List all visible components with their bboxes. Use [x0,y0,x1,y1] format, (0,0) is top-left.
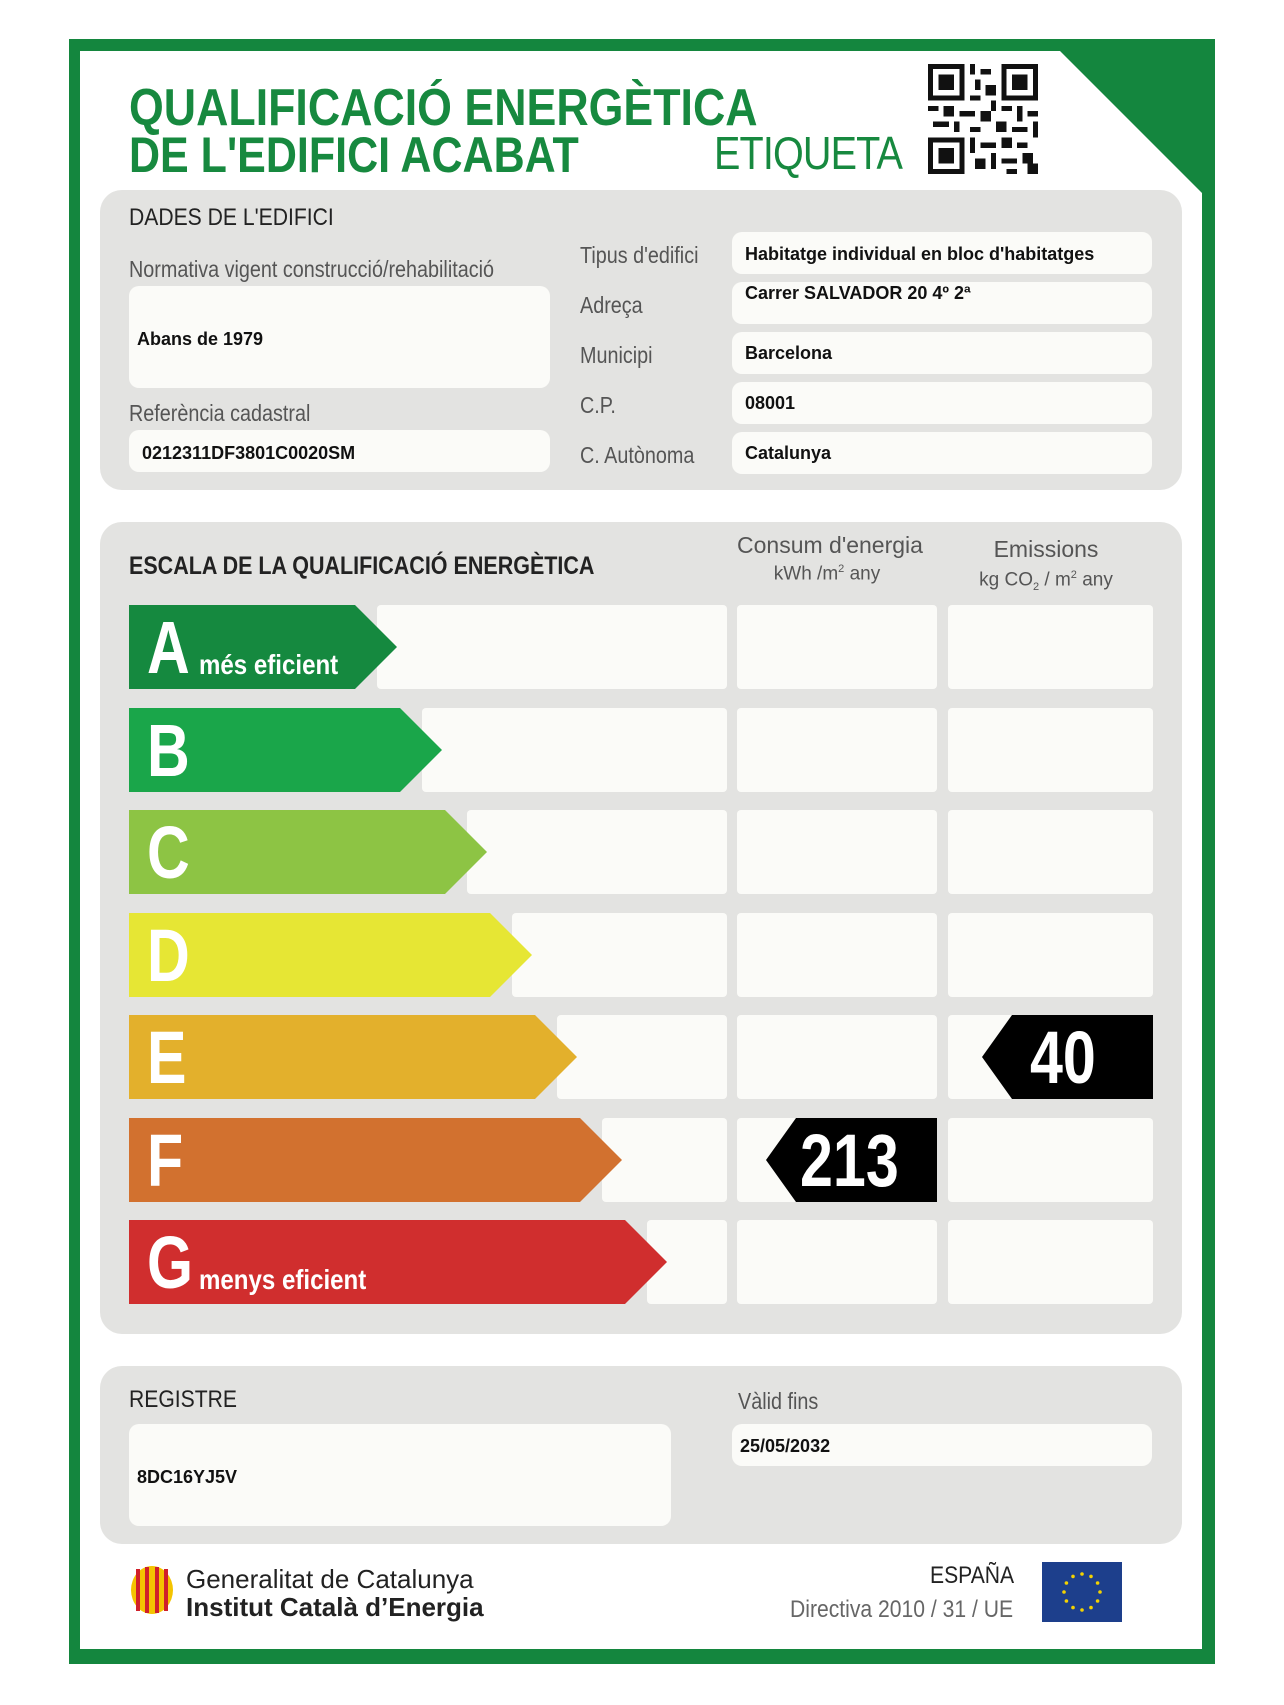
municipi-value: Barcelona [745,343,833,363]
scale-section-title: ESCALA DE LA QUALIFICACIÓ ENERGÈTICA [129,552,595,580]
scale-row-background [377,605,727,689]
generalitat-text: Generalitat de Catalunya [186,1564,474,1594]
emissions-unit-sup: 2 [1070,569,1077,581]
emissions-title: Emissions [993,536,1099,562]
qr-code-icon [928,64,1038,174]
etiqueta-label: ETIQUETA [714,127,903,179]
energy-class-row-e [129,1015,577,1099]
normativa-value: Abans de 1979 [137,329,264,349]
emissions-marker [982,1015,1153,1099]
energy-class-letter: D [147,914,190,997]
eu-star-icon [1062,1590,1066,1594]
espana-text: ESPAÑA [930,1562,1015,1589]
consum-cell-c [737,810,937,894]
tipus-label: Tipus d'edifici [580,242,699,268]
consum-header [737,532,923,585]
adreca-value: Carrer SALVADOR 20 4º 2ª [745,283,971,303]
energy-class-letter: F [147,1119,184,1202]
emissions-unit-m: / m [1039,569,1071,591]
energy-class-row-g [129,1220,667,1304]
eu-flag-icon [1042,1562,1122,1622]
eu-star-icon [1065,1581,1069,1585]
municipi-label: Municipi [580,342,653,368]
emissions-cell-g [948,1220,1153,1304]
cp-value: 08001 [745,393,796,413]
cp-label: C.P. [580,392,616,418]
energy-class-letter: B [147,709,190,792]
consum-cell-b [737,708,937,792]
catalan-flag-logo-icon [130,1565,174,1615]
adreca-label: Adreça [580,292,643,318]
registre-label: REGISTRE [129,1386,237,1413]
eu-star-icon [1080,1572,1084,1576]
normativa-label: Normativa vigent construcció/rehabilitació [129,256,495,282]
referencia-label: Referència cadastral [129,400,311,426]
emissions-header [946,536,1146,593]
consum-marker [766,1118,937,1202]
tipus-value: Habitatge individual en bloc d'habitatges [745,244,1095,264]
emissions-unit-any: any [1076,569,1113,591]
autonoma-label: C. Autònoma [580,442,695,468]
energy-class-row-d [129,913,532,997]
scale-row-background [467,810,727,894]
consum-cell-a [737,605,937,689]
autonoma-value: Catalunya [745,443,832,463]
energy-class-letter: C [147,811,190,894]
directiva-text: Directiva 2010 / 31 / UE [790,1596,1014,1623]
energy-class-row-f [129,1118,622,1202]
referencia-value: 0212311DF3801C0020SM [142,443,356,463]
energy-class-row-c [129,810,487,894]
emissions-value: 40 [1030,1016,1096,1099]
consum-unit [737,563,917,585]
eu-star-icon [1098,1590,1102,1594]
emissions-unit [946,569,1146,593]
valid-label: Vàlid fins [738,1388,819,1414]
energy-class-letter: G [147,1221,194,1304]
eu-star-icon [1080,1608,1084,1612]
eu-star-icon [1071,1575,1075,1579]
emissions-cell-f [948,1118,1153,1202]
consum-unit-sup: 2 [838,563,845,575]
institut-text: Institut Català d’Energia [186,1592,484,1622]
emissions-cell-b [948,708,1153,792]
consum-cell-e [737,1015,937,1099]
corner-triangle [1060,51,1202,193]
emissions-cell-a [948,605,1153,689]
energy-class-letter: A [147,606,190,689]
energy-class-sublabel: més eficient [199,649,339,680]
valid-value: 25/05/2032 [740,1436,831,1456]
consum-unit-any: any [844,563,881,585]
eu-star-icon [1096,1581,1100,1585]
energy-class-arrow [129,1015,577,1099]
energy-class-sublabel: menys eficient [199,1264,367,1295]
emissions-unit-sub: 2 [1033,581,1040,594]
consum-cell-g [737,1220,937,1304]
title-line-1: QUALIFICACIÓ ENERGÈTICA [129,79,758,137]
consum-unit-base: kWh /m [773,563,839,585]
energy-class-letter: E [147,1016,187,1099]
consum-cell-d [737,913,937,997]
consum-value: 213 [800,1119,899,1202]
scale-row-background [422,708,727,792]
emissions-unit-base: kg CO [979,569,1033,591]
energy-class-row-b [129,708,442,792]
scale-row-background [512,913,727,997]
emissions-cell-d [948,913,1153,997]
registre-value: 8DC16YJ5V [137,1467,238,1487]
energy-class-row-a [129,605,397,689]
eu-star-icon [1071,1606,1075,1610]
emissions-cell-c [948,810,1153,894]
building-section-title: DADES DE L'EDIFICI [129,204,334,231]
energy-class-arrow [129,1118,622,1202]
title-line-2: DE L'EDIFICI ACABAT [129,127,579,183]
eu-star-icon [1089,1575,1093,1579]
eu-star-icon [1089,1606,1093,1610]
eu-star-icon [1065,1599,1069,1603]
scale-row-background [557,1015,727,1099]
consum-title: Consum d'energia [737,532,923,558]
eu-star-icon [1096,1599,1100,1603]
